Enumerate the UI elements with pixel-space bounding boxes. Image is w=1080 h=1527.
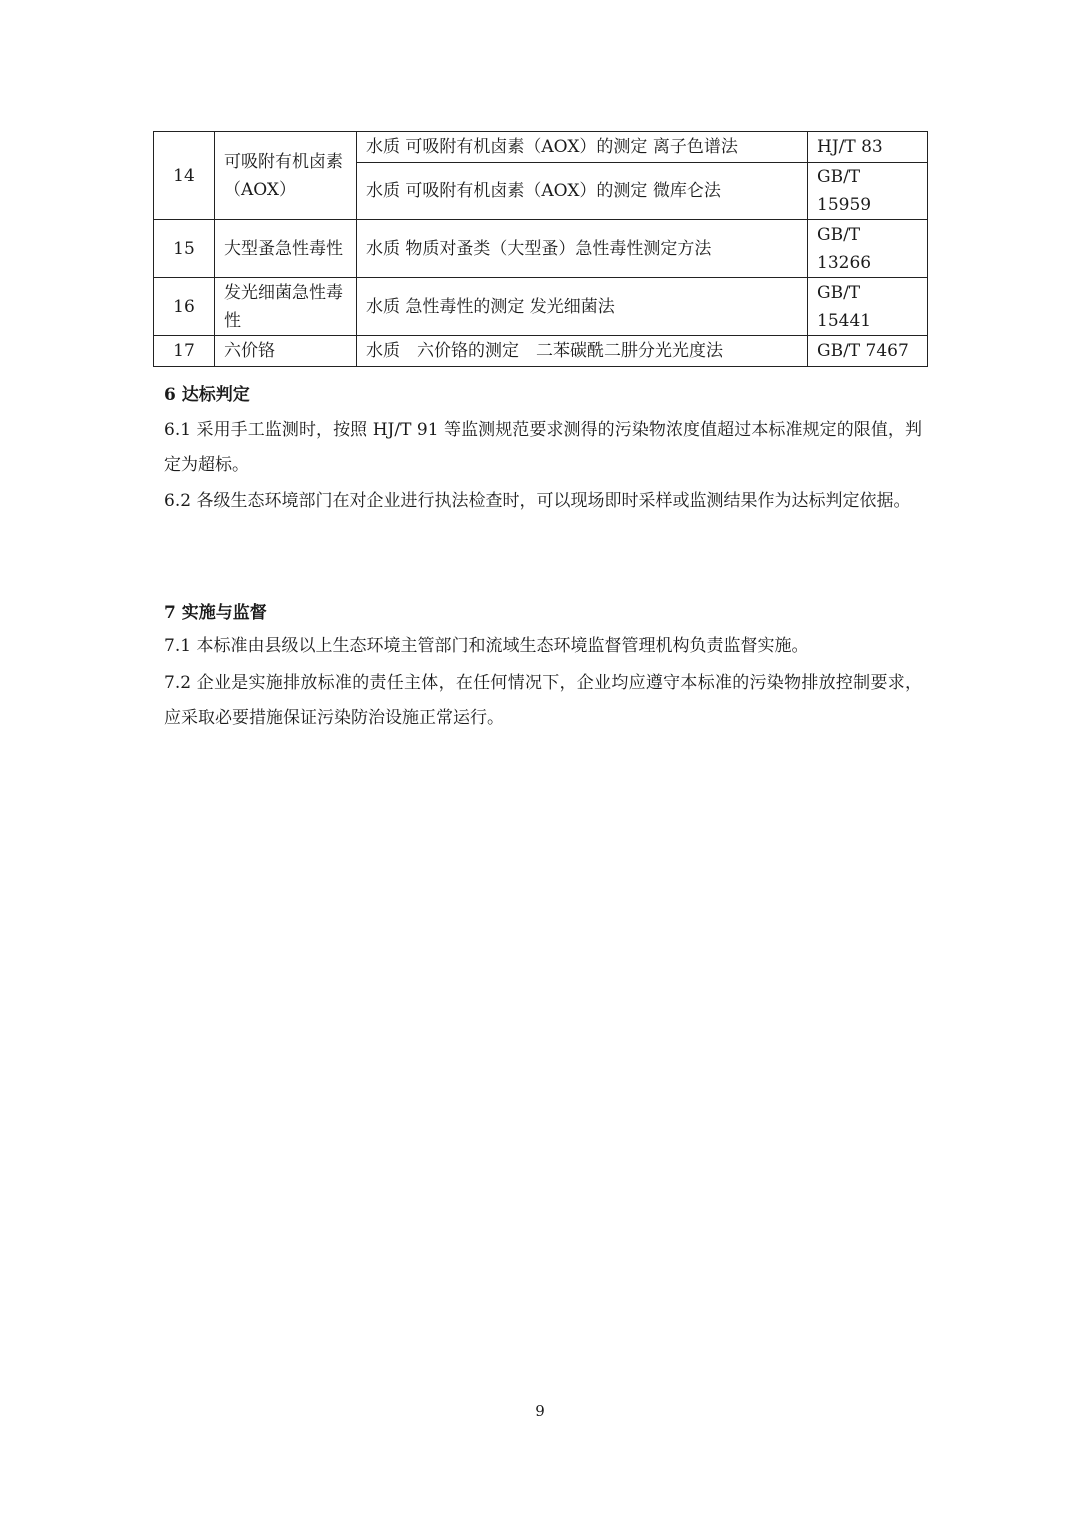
method-name: 水质 可吸附有机卤素（AOX）的测定 微库仑法: [357, 163, 808, 220]
method-name: 水质 可吸附有机卤素（AOX）的测定 离子色谱法: [357, 132, 808, 163]
method-name: 水质 物质对蚤类（大型蚤）急性毒性测定方法: [357, 220, 808, 278]
row-number: 14: [154, 132, 215, 220]
row-number: 16: [154, 278, 215, 336]
method-name: 水质 六价铬的测定 二苯碳酰二肼分光光度法: [357, 336, 808, 367]
monitoring-methods-table: [153, 131, 928, 367]
pollutant-item: 大型蚤急性毒性: [215, 220, 357, 278]
clause-6-1: 6.1 采用手工监测时，按照 HJ/T 91 等监测规范要求测得的污染物浓度值超过本标准规定的限值，判定为超标。: [164, 420, 922, 475]
standard-number: GB/T 15959: [808, 163, 928, 220]
standard-number: GB/T 15441: [808, 278, 928, 336]
standard-number: HJ/T 83: [808, 132, 928, 163]
table-row: [154, 336, 928, 367]
section-6-heading: 6 达标判定: [164, 385, 250, 405]
pollutant-item: 六价铬: [215, 336, 357, 367]
row-number: 15: [154, 220, 215, 278]
pollutant-item: 可吸附有机卤素（AOX）: [215, 132, 357, 220]
clause-7-1: 7.1 本标准由县级以上生态环境主管部门和流域生态环境监督管理机构负责监督实施。: [164, 636, 809, 656]
table-row: [154, 220, 928, 278]
method-name: 水质 急性毒性的测定 发光细菌法: [357, 278, 808, 336]
page-number: 9: [535, 1402, 545, 1420]
standard-number: GB/T 7467: [808, 336, 928, 367]
standard-number: GB/T 13266: [808, 220, 928, 278]
row-number: 17: [154, 336, 215, 367]
section-7-heading: 7 实施与监督: [164, 603, 267, 623]
clause-6-2: 6.2 各级生态环境部门在对企业进行执法检查时，可以现场即时采样或监测结果作为达标判定依据。: [164, 491, 911, 511]
pollutant-item: 发光细菌急性毒性: [215, 278, 357, 336]
clause-7-2: 7.2 企业是实施排放标准的责任主体，在任何情况下，企业均应遵守本标准的污染物排放控制要求，应采取必要措施保证污染防治设施正常运行。: [164, 673, 922, 728]
table-row: [154, 132, 928, 163]
table-row: [154, 278, 928, 336]
